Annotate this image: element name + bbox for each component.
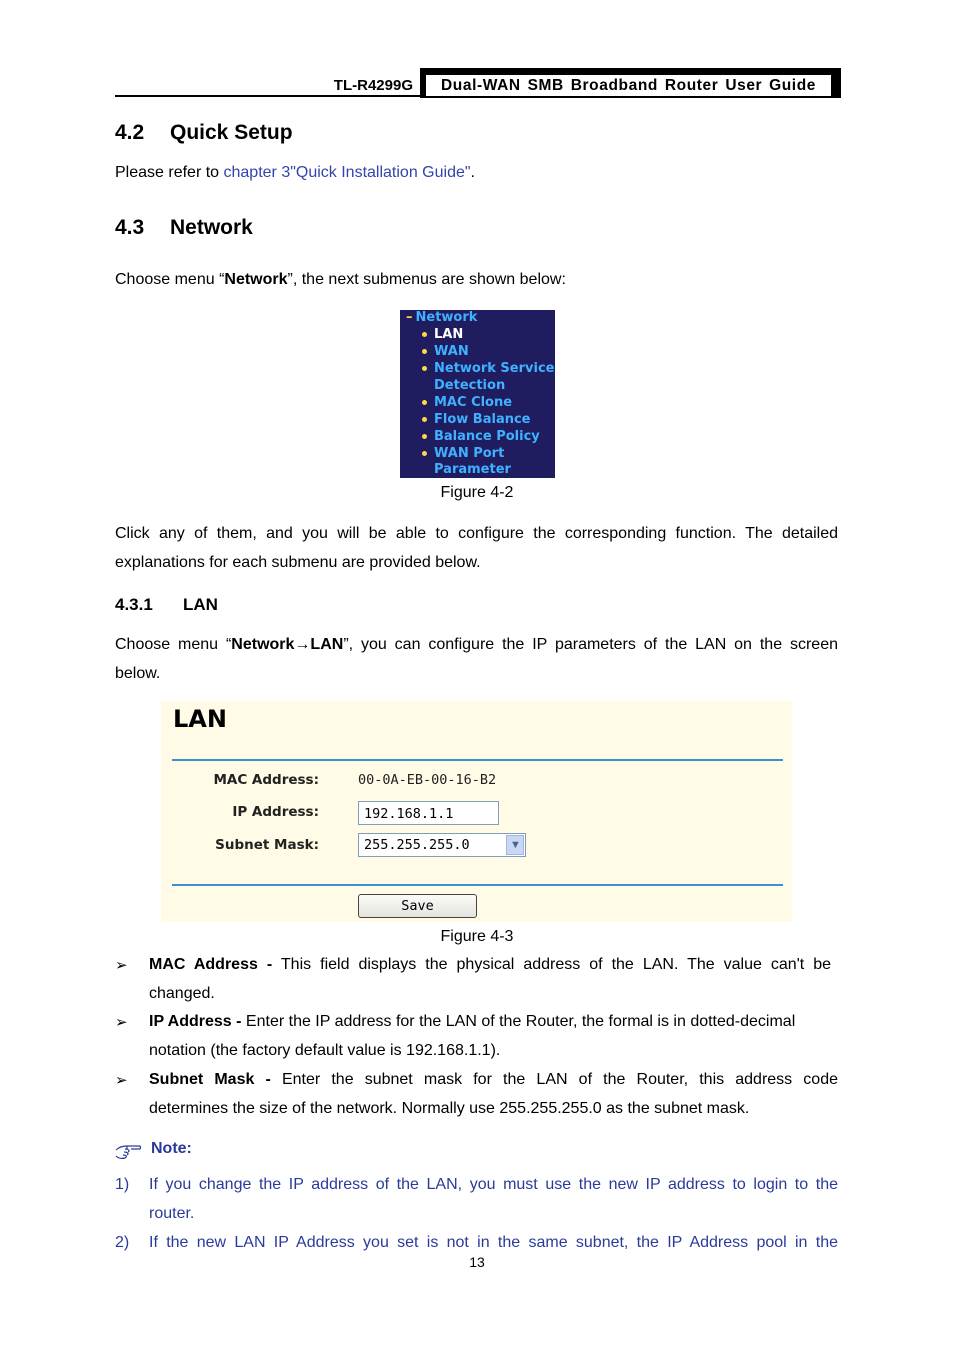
menu-item-wan-port-line2[interactable]: Parameter: [434, 462, 511, 477]
dropdown-button[interactable]: [506, 835, 524, 855]
bullet-icon: [422, 332, 427, 337]
mac-address-label: MAC Address:: [213, 772, 319, 788]
header-title-box: [420, 68, 841, 98]
definition: Enter the IP address for the LAN of the Router, the formal is in dotted-decimal: [241, 1013, 796, 1030]
note-item-1-line2: router.: [149, 1205, 195, 1222]
menu-item-network-service-line2[interactable]: Detection: [434, 378, 506, 393]
bullet-icon: [422, 434, 427, 439]
divider: [172, 759, 783, 761]
menu-item-wan[interactable]: WAN: [434, 344, 469, 359]
definition: This field displays the physical address of the LAN. The value can't be: [272, 956, 831, 973]
bullet-mask-line2: determines the size of the network. Normally use 255.255.255.0 as the subnet mask.: [149, 1100, 750, 1117]
bullet-ip-line2: notation (the factory default value is 192.168.1.1).: [149, 1042, 501, 1059]
arrow-bullet-icon: ➢: [115, 1014, 128, 1031]
pointing-hand-icon: [115, 1141, 143, 1161]
menu-item-balance-policy[interactable]: Balance Policy: [434, 429, 540, 444]
menu-title-label: Network: [415, 310, 478, 325]
section-number: 4.3: [115, 216, 145, 239]
arrow-bullet-icon: ➢: [115, 1072, 128, 1089]
bullet-icon: [422, 451, 427, 456]
network-intro: [115, 265, 838, 294]
note-number: 2): [115, 1234, 130, 1251]
subsection-heading-lan: [115, 595, 218, 615]
menu-item-network-service[interactable]: Network Service: [434, 361, 555, 376]
menu-item-wan-port[interactable]: WAN Port: [434, 446, 505, 461]
mac-address-value: 00-0A-EB-00-16-B2: [358, 772, 497, 788]
paragraph-text: Choose menu “: [115, 271, 225, 288]
menu-item-mac-clone[interactable]: MAC Clone: [434, 395, 513, 410]
header-title: Dual-WAN SMB Broadband Router User Guide: [426, 75, 831, 96]
lan-intro-line2: below.: [115, 665, 161, 682]
paragraph-text: .: [470, 164, 475, 181]
header-rule: [115, 95, 420, 97]
paragraph-text: Choose menu “: [115, 636, 232, 653]
menu-title[interactable]: [406, 310, 477, 325]
subnet-mask-select[interactable]: [358, 833, 526, 857]
save-button[interactable]: Save: [358, 894, 477, 918]
ip-address-input[interactable]: 192.168.1.1: [358, 801, 499, 825]
section-number: 4.2: [115, 121, 145, 144]
header-model: TL-R4299G: [333, 77, 413, 94]
lan-intro-line1: [115, 630, 838, 659]
term: IP Address -: [149, 1013, 242, 1030]
ip-address-label: IP Address:: [232, 804, 319, 820]
page-number: 13: [469, 1254, 485, 1270]
menu-name: Network: [224, 271, 288, 288]
bullet-mac-line2: changed.: [149, 985, 215, 1002]
bullet-ip-line1: [149, 1007, 831, 1036]
section-number: 4.3.1: [115, 595, 153, 614]
divider: [172, 884, 783, 886]
quick-setup-paragraph: [115, 158, 838, 187]
subnet-mask-label: Subnet Mask:: [215, 837, 319, 853]
note-item-1-line1: If you change the IP address of the LAN, you must use the new IP address to login to the: [149, 1176, 838, 1193]
paragraph-text: ”, you can configure the IP parameters of the LAN on the screen: [343, 636, 839, 653]
figure-caption: Figure 4-3: [440, 928, 514, 945]
collapse-icon: –: [406, 310, 413, 325]
arrow-bullet-icon: ➢: [115, 957, 128, 974]
menu-item-flow-balance[interactable]: Flow Balance: [434, 412, 531, 427]
section-title: Quick Setup: [170, 121, 293, 144]
term: Subnet Mask -: [149, 1071, 271, 1088]
term: MAC Address -: [149, 956, 273, 973]
bullet-icon: [422, 417, 427, 422]
menu-path: Network→LAN: [231, 636, 344, 653]
panel-title: LAN: [173, 705, 227, 733]
note-label: Note:: [151, 1140, 192, 1157]
click-paragraph-line1: Click any of them, and you will be able to configure the corresponding function. The detailed: [115, 525, 838, 542]
click-paragraph-line2: explanations for each submenu are provided below.: [115, 554, 481, 571]
section-heading-network: [115, 216, 253, 240]
bullet-mask-line1: [149, 1065, 838, 1094]
bullet-icon: [422, 366, 427, 371]
note-item-2-line1: If the new LAN IP Address you set is not in the same subnet, the IP Address pool in the: [149, 1234, 838, 1251]
paragraph-text: ”, the next submenus are shown below:: [287, 271, 566, 288]
bullet-icon: [422, 349, 427, 354]
bullet-mac-line1: [149, 950, 831, 979]
bullet-icon: [422, 400, 427, 405]
chapter-3-link[interactable]: chapter 3"Quick Installation Guide": [223, 164, 471, 181]
chevron-down-icon: ▼: [510, 839, 521, 851]
section-heading-quick-setup: [115, 121, 293, 145]
lan-settings-panel: [161, 701, 792, 922]
menu-item-lan[interactable]: LAN: [434, 327, 464, 342]
definition: Enter the subnet mask for the LAN of the Router, this address code: [270, 1071, 839, 1088]
section-title: LAN: [183, 595, 218, 614]
note-number: 1): [115, 1176, 130, 1193]
subnet-mask-value: 255.255.255.0: [364, 837, 470, 853]
paragraph-text: Please refer to: [115, 164, 224, 181]
section-title: Network: [170, 216, 253, 239]
figure-caption: Figure 4-2: [440, 484, 514, 501]
network-menu-figure: [400, 310, 555, 478]
